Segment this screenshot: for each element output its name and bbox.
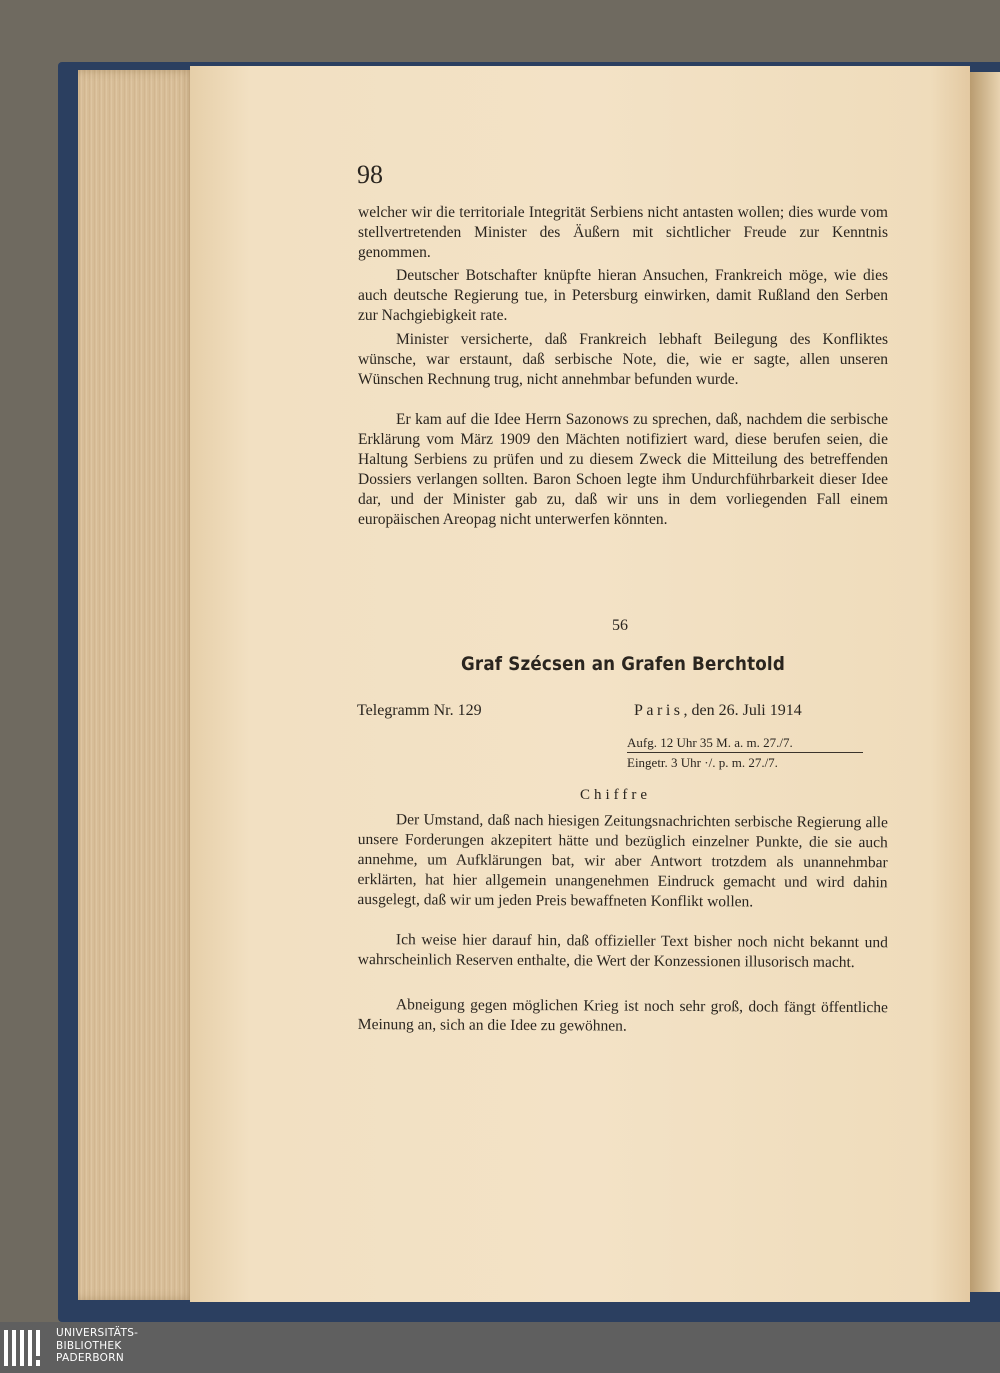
cipher-label: Chiffre: [580, 787, 652, 803]
library-logo-icon: [4, 1330, 50, 1366]
paragraph-3: Minister versicherte, daß Frankreich lebhaft Beilegung des Konfliktes wünsche, war erstaunt, daß serbische Note, die, wie er sagte, allen unseren Wünschen Rechnung trug, nicht annehmbar befunden wurde.: [358, 331, 888, 388]
library-name-line-2: BIBLIOTHEK: [56, 1339, 122, 1352]
next-page-edge: [970, 72, 1000, 1292]
library-name-line-3: PADERBORN: [56, 1352, 124, 1364]
footer-bar: [0, 1322, 1000, 1373]
place-date: [634, 702, 802, 720]
receipt-time: Eingetr. 3 Uhr ·/. p. m. 27./7.: [627, 755, 778, 770]
time-divider: [627, 752, 863, 753]
paragraph-7: Abneigung gegen möglichen Krieg ist noch sehr groß, doch fängt öffentliche Meinung an, sich an die Idee zu gewöhnen.: [357, 996, 888, 1035]
paragraph-6: Ich weise hier darauf hin, daß offizieller Text bisher noch nicht bekannt und wahrscheinlich Reserven enthalte, die Wert der Konzessionen illusorisch macht.: [357, 931, 888, 972]
telegram-number: Telegramm Nr. 129: [357, 702, 482, 719]
library-name-line-1: UNIVERSITÄTS-: [56, 1327, 139, 1339]
library-name: [56, 1327, 138, 1365]
date: , den 26. Juli 1914: [683, 702, 802, 719]
paragraph-1: welcher wir die territoriale Integrität Serbiens nicht antasten wollen; dies wurde vom stellvertretenden Minister des Äußern mit sichtlicher Freude zur Kenntnis genommen.: [358, 204, 888, 261]
document-title: Graf Szécsen an Grafen Berchtold: [461, 653, 785, 675]
place: Paris: [634, 702, 684, 719]
page-number: 98: [357, 160, 383, 189]
paragraph-4: Er kam auf die Idee Herrn Sazonows zu sprechen, daß, nachdem die serbische Erklärung vom März 1909 den Mächten notifiziert ward, diese berufen seien, die Haltung Serbiens zu prüfen und zu diesem Zweck die Mitteilung des betreffenden Dossiers verlangen sollten. Baron Schoen legte ihm Undurchführbarkeit dieser Idee dar, und der Minister gab zu, daß wir uns in dem vorliegenden Fall einem europäischen Areopag nicht unterwerfen könnten.: [358, 411, 888, 528]
dispatch-time: Aufg. 12 Uhr 35 M. a. m. 27./7.: [627, 735, 793, 750]
page-edges: [78, 70, 196, 1300]
document-number: 56: [612, 617, 628, 634]
paragraph-5: Der Umstand, daß nach hiesigen Zeitungsnachrichten serbische Regierung alle unsere Forderungen akzepitert hätte und bezüglich einzelner Punkte, die sie auch annehme, um Aufklärungen bat, wir aber Antwort trotzdem als unannehmbar erklärten, hat hier allgemein unangenehmen Eindruck gemacht und wird dahin ausgelegt, daß wir um jeden Preis bewaffneten Konflikt wollen.: [357, 811, 888, 911]
paragraph-2: Deutscher Botschafter knüpfte hieran Ansuchen, Frankreich möge, wie dies auch deutsche Regierung tue, in Petersburg einwirken, damit Rußland den Serben zur Nachgiebigkeit rate.: [358, 267, 888, 324]
